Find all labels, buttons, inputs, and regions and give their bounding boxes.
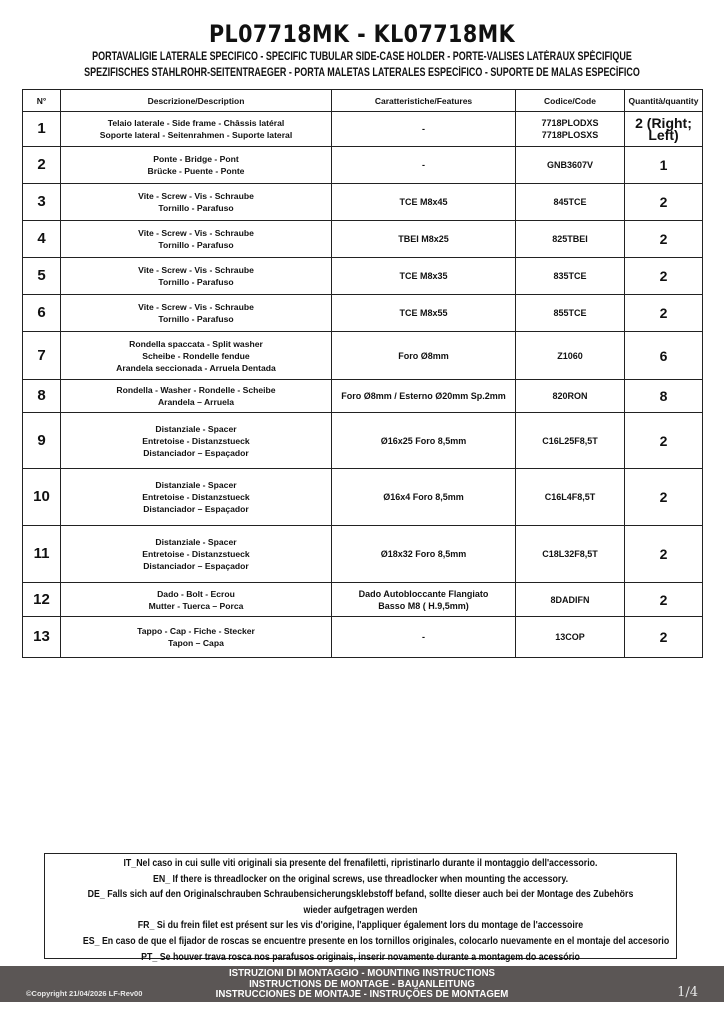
row-number: 10 xyxy=(23,469,61,526)
row-quantity: 2 xyxy=(625,184,703,221)
description-line: Brücke - Puente - Ponte xyxy=(147,166,245,176)
header-features: Caratteristiche/Features xyxy=(332,90,516,112)
code-line: 825TBEI xyxy=(552,234,588,244)
description-line: Vite - Screw - Vis - Schraube xyxy=(138,302,254,312)
table-row xyxy=(23,332,703,380)
row-description xyxy=(61,413,332,469)
row-quantity: 2 xyxy=(625,526,703,583)
row-code xyxy=(516,147,625,184)
description-line: Vite - Screw - Vis - Schraube xyxy=(138,191,254,201)
row-code xyxy=(516,332,625,380)
document-title: PL07718MK - KL07718MK xyxy=(208,20,516,48)
threadlocker-notes xyxy=(44,853,677,963)
row-description xyxy=(61,332,332,380)
row-description xyxy=(61,258,332,295)
row-code xyxy=(516,617,625,658)
parts-table-body xyxy=(23,112,703,658)
description-line: Tornillo - Parafuso xyxy=(158,277,234,287)
note-fr: FR_ Si du frein filet est présent sur les vis d'origine, l'appliquer également lors du montage de l'accessoire xyxy=(137,920,584,932)
parts-table xyxy=(22,89,703,658)
table-row xyxy=(23,526,703,583)
row-quantity: 2 xyxy=(625,258,703,295)
features-line: TBEI M8x25 xyxy=(398,234,449,244)
row-description xyxy=(61,147,332,184)
description-line: Distanciador – Espaçador xyxy=(143,561,249,571)
note-pt: PT_ Se houver trava rosca nos parafusos originais, inserir novamente durante a montagem do acessório xyxy=(141,951,580,963)
header-description: Descrizione/Description xyxy=(61,90,332,112)
subtitle-line-2: SPEZIFISCHES STAHLROHR-SEITENTRAEGER - PORTA MALETAS LATERALES ESPECÍFICO - SUPORTE DE MALAS ESPECÍFICO xyxy=(84,67,640,79)
row-number: 8 xyxy=(23,380,61,413)
description-line: Entretoise - Distanzstueck xyxy=(142,549,250,559)
table-row xyxy=(23,380,703,413)
header-code: Codice/Code xyxy=(516,90,625,112)
header-number: N° xyxy=(23,90,61,112)
code-line: 7718PLOSXS xyxy=(541,130,599,140)
features-line: Ø16x25 Foro 8,5mm xyxy=(380,435,467,446)
features-line: Ø18x32 Foro 8,5mm xyxy=(380,549,467,559)
description-line: Distanziale - Spacer xyxy=(155,423,237,434)
table-row xyxy=(23,184,703,221)
row-number: 12 xyxy=(23,583,61,617)
code-line: GNB3607V xyxy=(546,160,594,170)
row-features xyxy=(332,413,516,469)
row-features xyxy=(332,617,516,658)
table-row xyxy=(23,112,703,147)
code-line: 835TCE xyxy=(553,271,587,281)
table-row xyxy=(23,258,703,295)
row-features xyxy=(332,526,516,583)
row-quantity: 2 xyxy=(625,295,703,332)
row-code xyxy=(516,583,625,617)
note-de: DE_ Falls sich auf den Originalschrauben Schraubensicherungsklebstoff befand, sollte dieser auch bei der Montage des Zubehörs wieder aufgetragen werden xyxy=(87,889,634,916)
footer-bar xyxy=(0,966,724,1002)
row-code xyxy=(516,221,625,258)
description-line: Arandela seccionada - Arruela Dentada xyxy=(116,362,276,373)
subtitle-line-1: PORTAVALIGIE LATERALE SPECIFICO - SPECIFIC TUBULAR SIDE-CASE HOLDER - PORTE-VALISES LATÉRAUX SPÉCIFIQUE xyxy=(92,51,632,63)
description-line: Entretoise - Distanzstueck xyxy=(142,492,250,502)
row-number: 9 xyxy=(23,413,61,469)
code-line: 7718PLODXS xyxy=(541,118,599,128)
row-description xyxy=(61,526,332,583)
description-line: Tornillo - Parafuso xyxy=(158,314,234,324)
description-line: Distanziale - Spacer xyxy=(155,480,237,490)
page-number: 1/4 xyxy=(677,985,698,1000)
row-number: 4 xyxy=(23,221,61,258)
row-quantity: 6 xyxy=(625,332,703,380)
description-line: Ponte - Bridge - Pont xyxy=(153,154,239,164)
table-row xyxy=(23,617,703,658)
features-line: - xyxy=(422,632,425,642)
description-line: Tornillo - Parafuso xyxy=(158,240,234,250)
description-line: Scheibe - Rondelle fendue xyxy=(142,350,250,361)
features-line: Ø16x4 Foro 8,5mm xyxy=(383,492,464,502)
description-line: Rondella spaccata - Split washer xyxy=(129,338,263,349)
row-quantity: 1 xyxy=(625,147,703,184)
row-quantity: 2 xyxy=(625,469,703,526)
row-description xyxy=(61,221,332,258)
row-code xyxy=(516,526,625,583)
row-number: 1 xyxy=(23,112,61,147)
code-line: 855TCE xyxy=(553,308,587,318)
description-line: Arandela – Arruela xyxy=(157,397,235,407)
row-code xyxy=(516,413,625,469)
code-line: C16L25F8,5T xyxy=(542,435,598,446)
description-line: Dado - Bolt - Ecrou xyxy=(157,588,235,599)
note-it: IT_Nel caso in cui sulle viti originali sia presente del frenafiletti, ripristinarlo durante il montaggio dell'accessorio. xyxy=(123,858,598,869)
features-line: - xyxy=(422,160,425,170)
row-number: 7 xyxy=(23,332,61,380)
row-code xyxy=(516,258,625,295)
copyright-text: ©Copyright 21/04/2026 LF-Rev00 xyxy=(26,989,143,998)
features-line: Dado Autobloccante Flangiato xyxy=(358,588,489,599)
description-line: Tornillo - Parafuso xyxy=(158,203,234,213)
description-line: Vite - Screw - Vis - Schraube xyxy=(138,265,254,275)
table-row xyxy=(23,147,703,184)
row-features xyxy=(332,221,516,258)
header-quantity: Quantità/quantity xyxy=(625,90,703,112)
row-code xyxy=(516,469,625,526)
description-line: Soporte lateral - Seitenrahmen - Suporte lateral xyxy=(99,130,293,140)
instructions-line-2: INSTRUCTIONS DE MONTAGE - BAUANLEITUNG xyxy=(249,977,475,990)
code-line: C18L32F8,5T xyxy=(542,549,598,559)
row-quantity: 2 xyxy=(625,583,703,617)
row-features xyxy=(332,332,516,380)
code-line: 13COP xyxy=(555,632,585,642)
code-line: 8DADIFN xyxy=(550,594,590,605)
row-code xyxy=(516,184,625,221)
row-number: 3 xyxy=(23,184,61,221)
table-row xyxy=(23,413,703,469)
row-number: 6 xyxy=(23,295,61,332)
description-line: Distanciador – Espaçador xyxy=(143,447,249,458)
row-features xyxy=(332,112,516,147)
row-code xyxy=(516,380,625,413)
description-line: Mutter - Tuerca – Porca xyxy=(148,600,244,611)
row-description xyxy=(61,295,332,332)
description-line: Tapon – Capa xyxy=(168,638,224,648)
features-line: - xyxy=(422,124,425,134)
instructions-line-3: INSTRUCCIONES DE MONTAJE - INSTRUÇÕES DE MONTAGEM xyxy=(215,988,509,1000)
row-features xyxy=(332,469,516,526)
table-row xyxy=(23,221,703,258)
row-description xyxy=(61,583,332,617)
description-line: Entretoise - Distanzstueck xyxy=(142,435,250,446)
table-header-row xyxy=(23,90,703,112)
row-quantity: 2 xyxy=(625,221,703,258)
table-row xyxy=(23,583,703,617)
features-line: TCE M8x45 xyxy=(399,197,448,207)
features-line: Foro Ø8mm / Esterno Ø20mm Sp.2mm xyxy=(341,391,506,401)
row-quantity: 2 (Right; Left) xyxy=(625,112,703,147)
row-features xyxy=(332,380,516,413)
description-line: Distanciador – Espaçador xyxy=(143,504,249,514)
features-line: Basso M8 ( H.9,5mm) xyxy=(378,600,469,611)
row-number: 11 xyxy=(23,526,61,583)
description-line: Vite - Screw - Vis - Schraube xyxy=(138,228,254,238)
row-code xyxy=(516,112,625,147)
description-line: Telaio laterale - Side frame - Châssis latéral xyxy=(107,118,285,128)
row-description xyxy=(61,380,332,413)
code-line: 845TCE xyxy=(553,197,587,207)
features-line: TCE M8x55 xyxy=(399,308,448,318)
row-number: 5 xyxy=(23,258,61,295)
description-line: Tappo - Cap - Fiche - Stecker xyxy=(137,626,255,636)
row-features xyxy=(332,258,516,295)
row-features xyxy=(332,147,516,184)
row-description xyxy=(61,617,332,658)
table-row xyxy=(23,469,703,526)
row-quantity: 8 xyxy=(625,380,703,413)
table-row xyxy=(23,295,703,332)
row-number: 13 xyxy=(23,617,61,658)
row-code xyxy=(516,295,625,332)
row-number: 2 xyxy=(23,147,61,184)
row-quantity: 2 xyxy=(625,413,703,469)
instructions-line-1: ISTRUZIONI DI MONTAGGIO - MOUNTING INSTRUCTIONS xyxy=(229,967,495,979)
description-line: Rondella - Washer - Rondelle - Scheibe xyxy=(116,385,276,395)
features-line: TCE M8x35 xyxy=(399,271,448,281)
row-description xyxy=(61,112,332,147)
note-es: ES_ En caso de que el fijador de roscas se encuentre presente en los tornillos originales, colocarlo nuevamente en el montaje del accesorio xyxy=(82,935,670,947)
code-line: C16L4F8,5T xyxy=(544,492,596,502)
description-line: Distanziale - Spacer xyxy=(155,537,237,547)
code-line: Z1060 xyxy=(557,350,583,361)
row-quantity: 2 xyxy=(625,617,703,658)
row-description xyxy=(61,184,332,221)
row-features xyxy=(332,295,516,332)
code-line: 820RON xyxy=(552,391,588,401)
features-line: Foro Ø8mm xyxy=(398,350,449,361)
row-features xyxy=(332,184,516,221)
note-en: EN_ If there is threadlocker on the original screws, use threadlocker when mounting the accessory. xyxy=(152,873,569,885)
row-features xyxy=(332,583,516,617)
row-description xyxy=(61,469,332,526)
